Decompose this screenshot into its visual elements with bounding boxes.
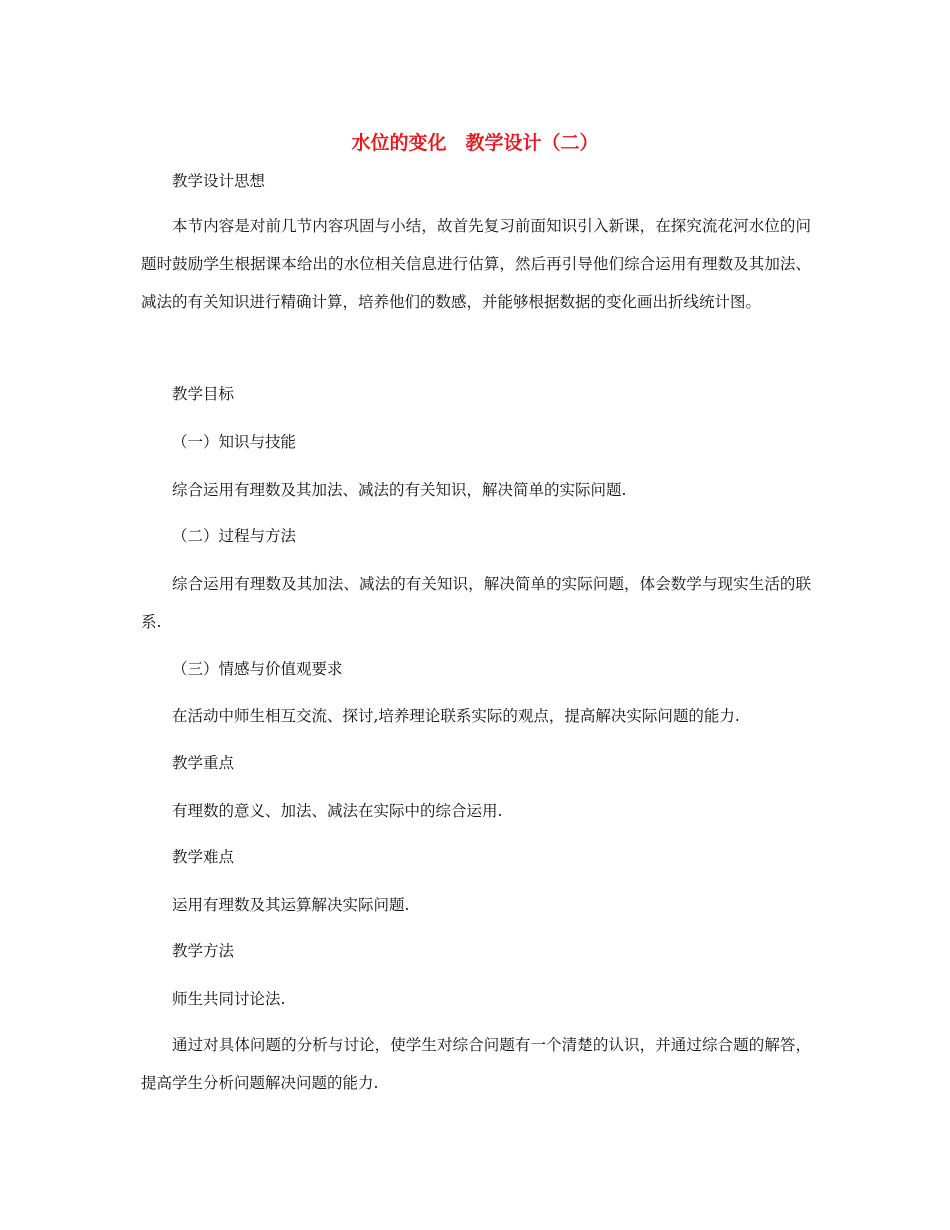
objective-values-text: 在活动中师生相互交流、探讨,培养理论联系实际的观点，提高解决实际问题的能力. <box>172 707 740 725</box>
design-thought-heading: 教学设计思想 <box>172 172 266 190</box>
key-points-heading: 教学重点 <box>172 754 235 772</box>
objective-knowledge-text: 综合运用有理数及其加法、减法的有关知识，解决简单的实际问题. <box>172 481 627 499</box>
objective-process-paragraph: 综合运用有理数及其加法、减法的有关知识，解决简单的实际问题，体会数学与现实生活的联系. <box>141 575 811 631</box>
objectives-heading: 教学目标 <box>172 385 235 403</box>
key-points-text: 有理数的意义、加法、减法在实际中的综合运用. <box>172 802 503 820</box>
difficulties-text: 运用有理数及其运算解决实际问题. <box>172 896 410 914</box>
difficulties-heading: 教学难点 <box>172 848 235 866</box>
design-thought-paragraph: 本节内容是对前几节内容巩固与小结，故首先复习前面知识引入新课，在探究流花河水位的问题时鼓励学生根据课本给出的水位相关信息进行估算，然后再引导他们综合运用有理数及其加法、减法的有关知识进行精确计算，培养他们的数感，并能够根据数据的变化画出折线统计图。 <box>141 217 811 311</box>
methods-text: 师生共同讨论法. <box>172 990 286 1008</box>
objective-values-heading: （三）情感与价值观要求 <box>172 660 343 678</box>
methods-heading: 教学方法 <box>172 942 235 960</box>
objective-knowledge-heading: （一）知识与技能 <box>172 433 297 451</box>
document-title: 水位的变化 教学设计（二） <box>351 132 599 154</box>
methods-detail-paragraph: 通过对具体问题的分析与讨论，使学生对综合问题有一个清楚的认识，并通过综合题的解答，提高学生分析问题解决问题的能力. <box>141 1036 811 1092</box>
objective-process-heading: （二）过程与方法 <box>172 527 297 545</box>
